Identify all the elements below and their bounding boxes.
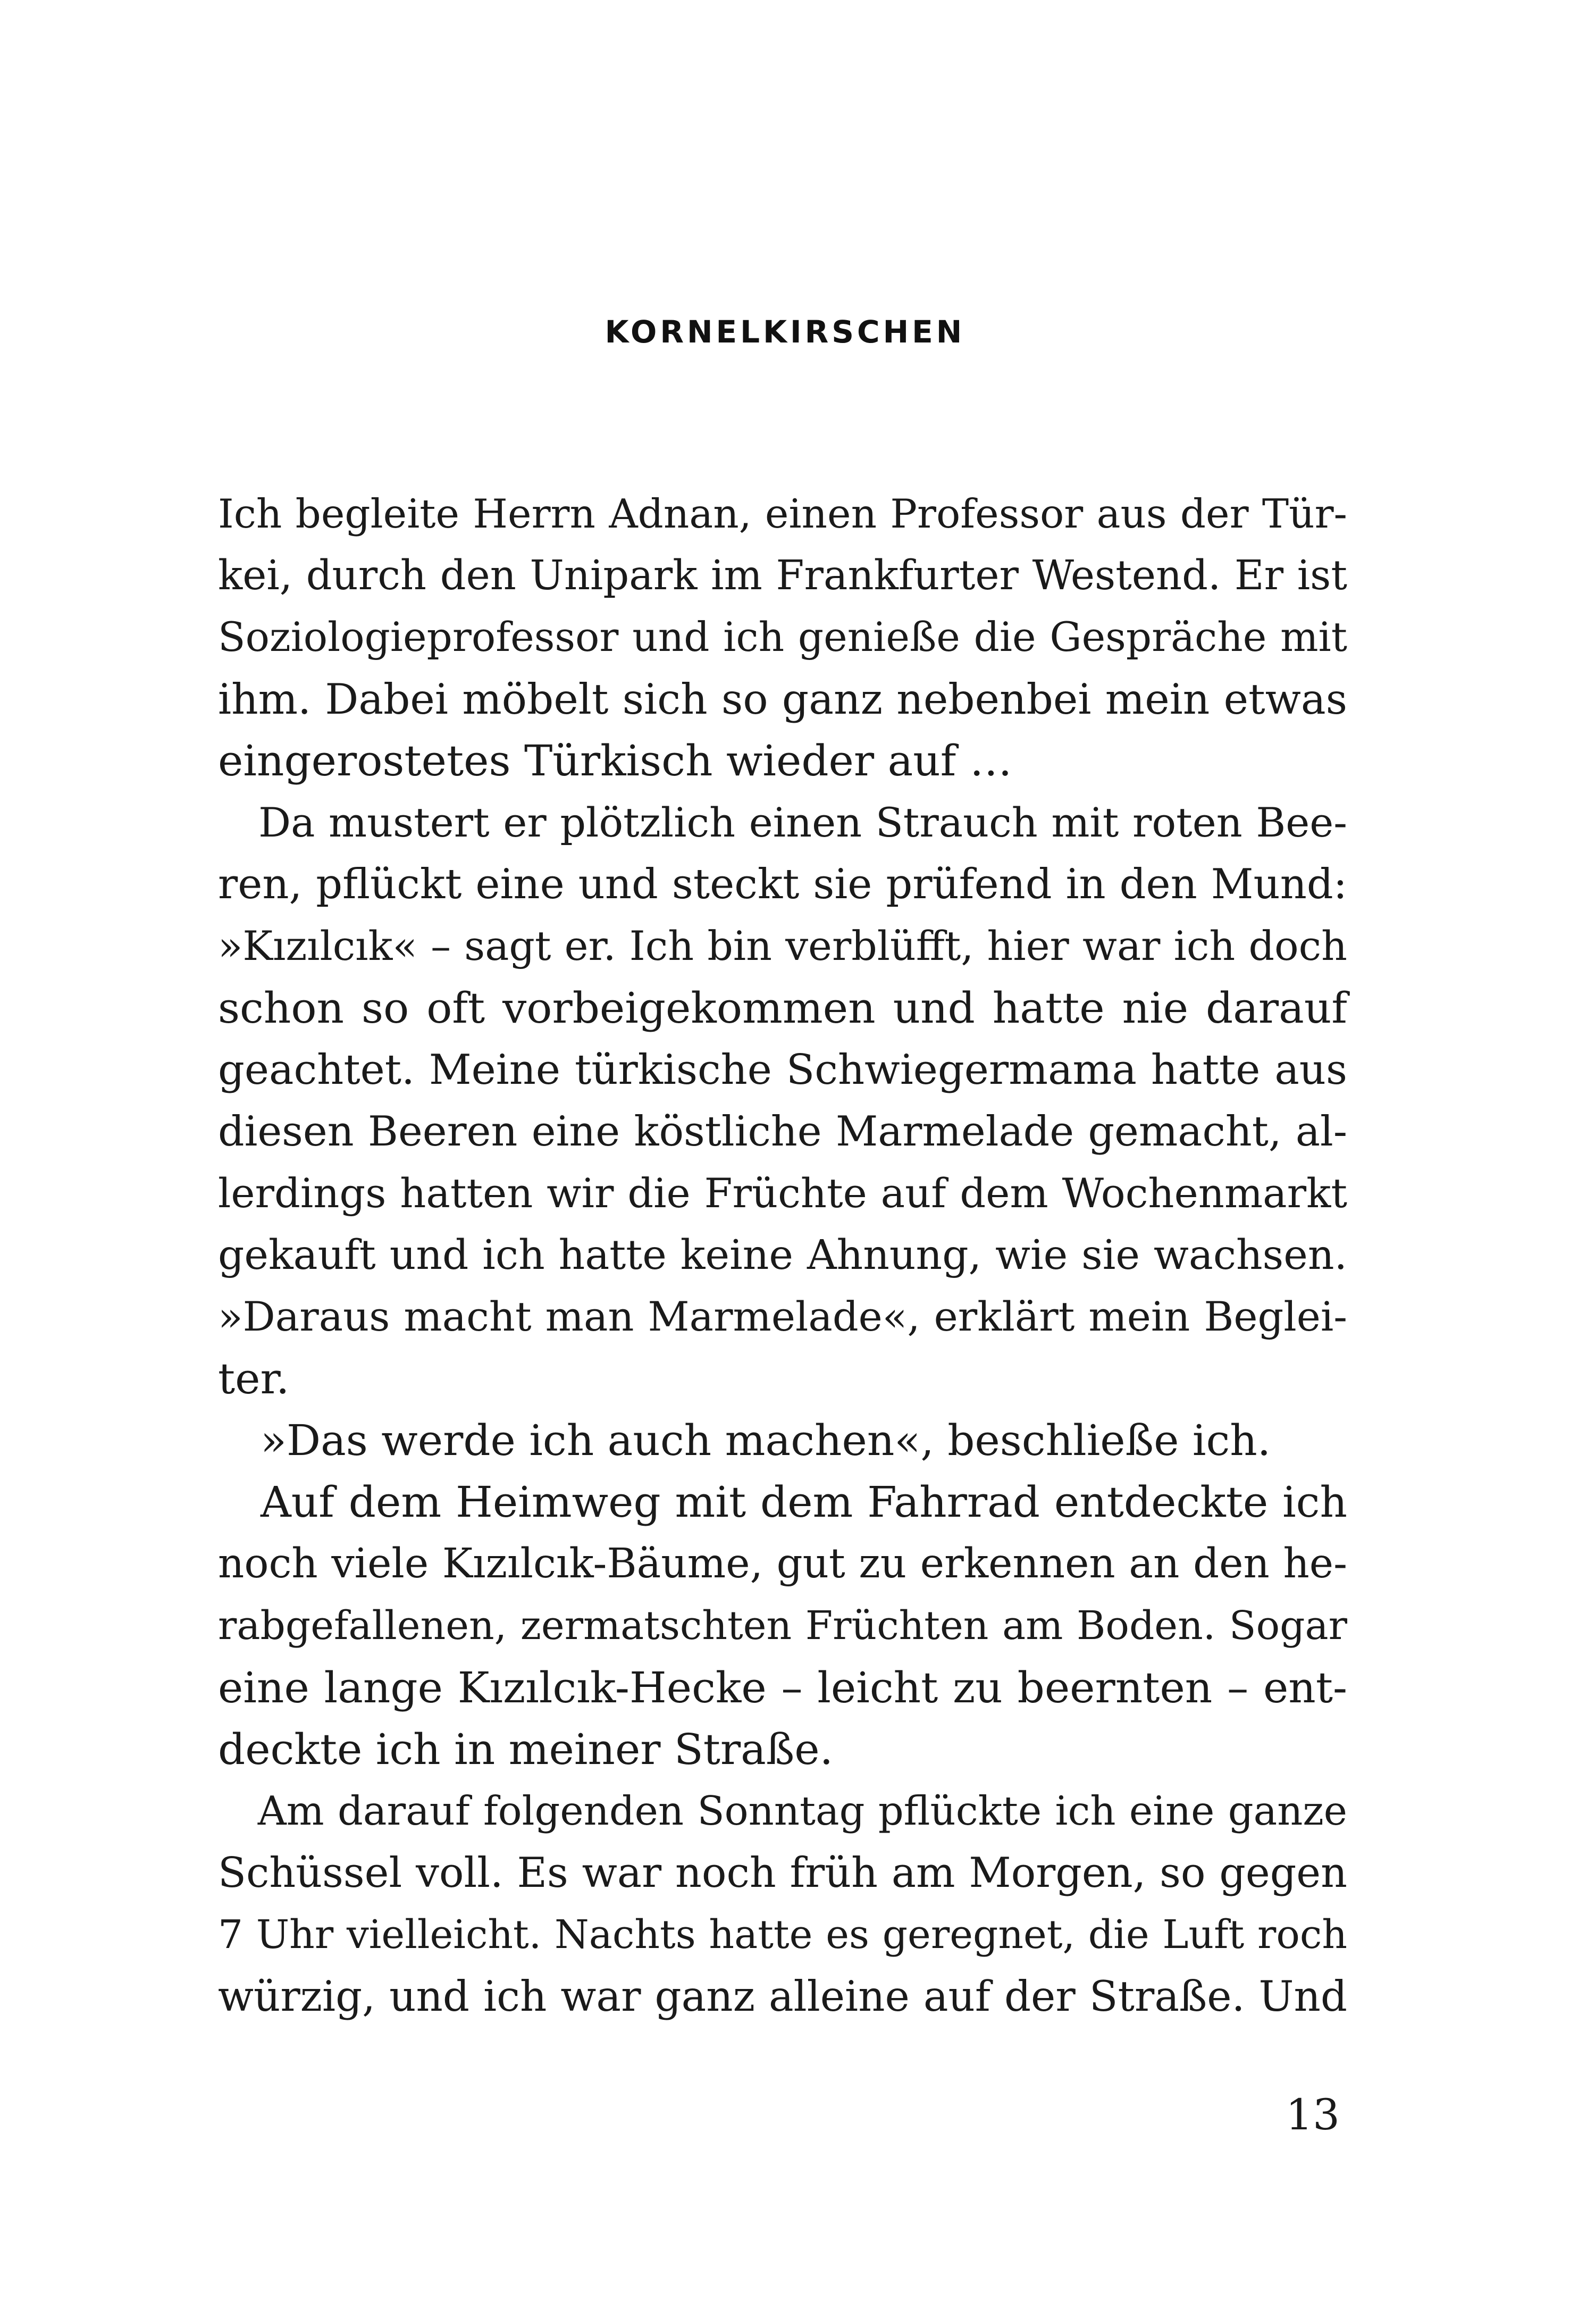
text-line: 7 Uhr vielleicht. Nachts hatte es geregnet, die Luft roch xyxy=(218,1912,1347,1958)
text-line: schon so oft vorbeigekommen und hatte nie darauf xyxy=(218,983,1347,1033)
text-line: noch viele Kızılcık-Bäume, gut zu erkennen an den he- xyxy=(218,1540,1347,1588)
body-text xyxy=(218,483,1347,2028)
text-line: Am darauf folgenden Sonntag pflückte ich eine ganze xyxy=(218,1787,1347,1834)
chapter-title: KORNELKIRSCHEN xyxy=(605,314,965,350)
text-line: rabgefallenen, zermatschten Früchten am Boden. Sogar xyxy=(218,1603,1347,1649)
text-line: gekauft und ich hatte keine Ahnung, wie sie wachsen. xyxy=(218,1231,1347,1280)
text-line: kei, durch den Unipark im Frankfurter Westend. Er ist xyxy=(218,551,1347,599)
page-number: 13 xyxy=(1286,2090,1340,2139)
text-line: ter. xyxy=(218,1353,290,1403)
text-line: Soziologieprofessor und ich genieße die Gespräche mit xyxy=(218,614,1347,661)
text-line: »Kızılcık« – sagt er. Ich bin verblüfft, hier war ich doch xyxy=(218,923,1347,970)
text-line: ihm. Dabei möbelt sich so ganz nebenbei mein etwas xyxy=(218,674,1347,724)
text-line: Da mustert er plötzlich einen Strauch mit roten Bee- xyxy=(218,798,1347,846)
text-line: Ich begleite Herrn Adnan, einen Professor aus der Tür- xyxy=(218,490,1347,537)
text-line: lerdings hatten wir die Früchte auf dem Wochenmarkt xyxy=(218,1169,1347,1217)
text-line: geachtet. Meine türkische Schwiegermama hatte aus xyxy=(218,1046,1347,1094)
text-line: eingerostetes Türkisch wieder auf … xyxy=(218,735,1012,785)
text-line: diesen Beeren eine köstliche Marmelade gemacht, al- xyxy=(218,1107,1347,1156)
text-line: Schüssel voll. Es war noch früh am Morgen, so gegen xyxy=(218,1849,1347,1897)
text-line: »Das werde ich auch machen«, beschließe ich. xyxy=(218,1415,1271,1465)
text-line: »Daraus macht man Marmelade«, erklärt mein Beglei- xyxy=(218,1293,1347,1341)
text-line: würzig, und ich war ganz alleine auf der Straße. Und xyxy=(218,1972,1347,2021)
text-line: Auf dem Heimweg mit dem Fahrrad entdeckte ich xyxy=(218,1477,1347,1527)
text-line: deckte ich in meiner Straße. xyxy=(218,1724,834,1774)
text-line: ren, pflückt eine und steckt sie prüfend in den Mund: xyxy=(218,860,1347,909)
text-line: eine lange Kızılcık-Hecke – leicht zu beernten – ent- xyxy=(218,1662,1347,1712)
